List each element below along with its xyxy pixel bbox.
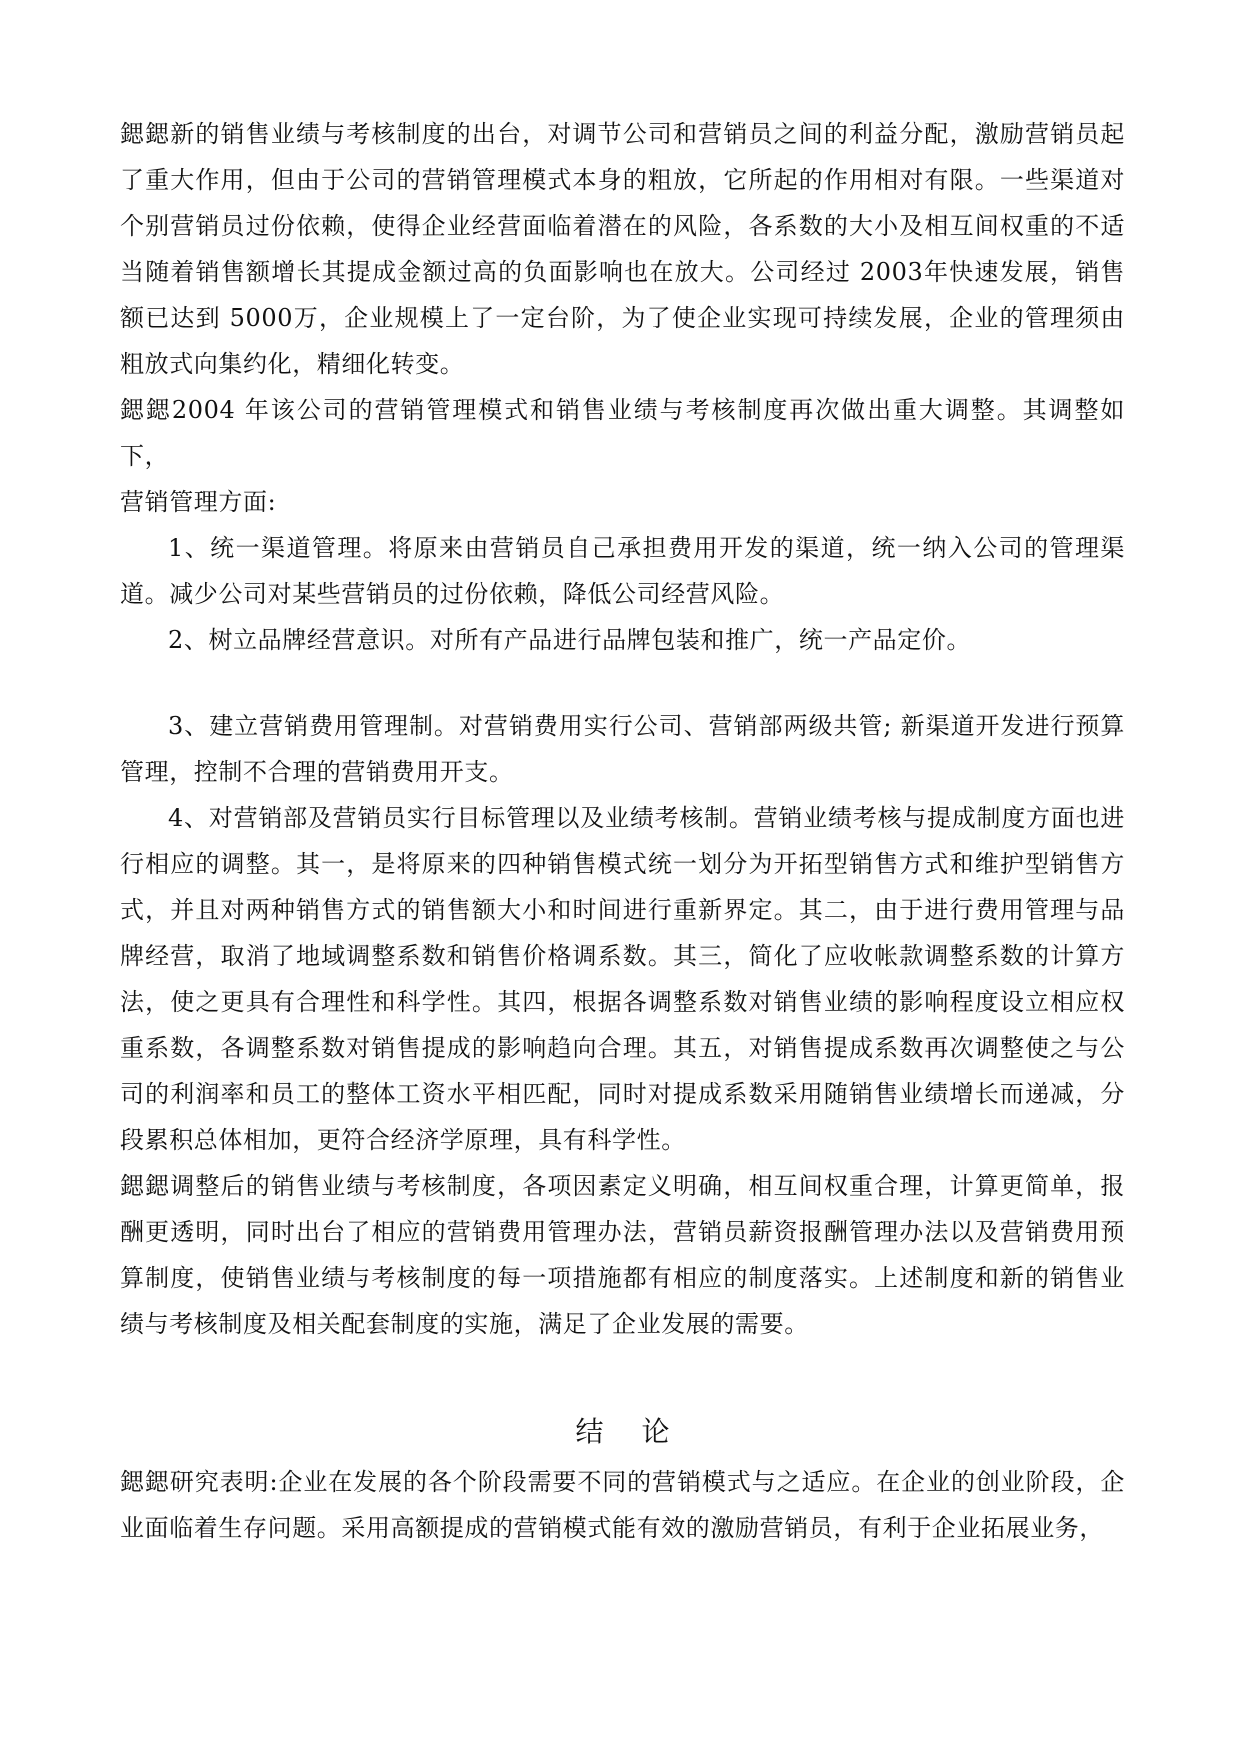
paragraph-research-findings: 鍶鍶研究表明:企业在发展的各个阶段需要不同的营销模式与之适应。在企业的创业阶段，企业面临着生存问题。采用高额提成的营销模式能有效的激励营销员，有利于企业拓展业务， — [120, 1468, 1125, 1542]
blank-gap — [120, 663, 1125, 703]
paragraph-2004-adjustment: 鍶鍶2004 年该公司的营销管理模式和销售业绩与考核制度再次做出重大调整。其调整如下， — [120, 396, 1125, 470]
list-item-channel-management: 1、统一渠道管理。将原来由营销员自己承担费用开发的渠道，统一纳入公司的管理渠道。减少公司对某些营销员的过份依赖，降低公司经营风险。 — [120, 534, 1125, 608]
list-item-brand-awareness: 2、树立品牌经营意识。对所有产品进行品牌包装和推广，统一产品定价。 — [168, 626, 972, 654]
list-item-cost-management: 3、建立营销费用管理制。对营销费用实行公司、营销部两级共管; 新渠道开发进行预算管理，控制不合理的营销费用开支。 — [120, 712, 1125, 786]
paragraph-adjusted-system: 鍶鍶调整后的销售业绩与考核制度，各项因素定义明确，相互间权重合理，计算更简单，报酬更透明，同时出台了相应的营销费用管理办法，营销员薪资报酬管理办法以及营销费用预算制度，使销售业绩与考核制度的每一项措施都有相应的制度落实。上述制度和新的销售业绩与考核制度及相关配套制度的实施，满足了企业发展的需要。 — [120, 1172, 1125, 1338]
list-item-target-management: 4、对营销部及营销员实行目标管理以及业绩考核制。营销业绩考核与提成制度方面也进行相应的调整。其一，是将原来的四种销售模式统一划分为开拓型销售方式和维护型销售方式，并且对两种销售方式的销售额大小和时间进行重新界定。其二，由于进行费用管理与品牌经营，取消了地域调整系数和销售价格调系数。其三，简化了应收帐款调整系数的计算方法，使之更具有合理性和科学性。其四，根据各调整系数对销售业绩的影响程度设立相应权重系数，各调整系数对销售提成的影响趋向合理。其五，对销售提成系数再次调整使之与公司的利润率和员工的整体工资水平相匹配，同时对提成系数采用随销售业绩增长而递减，分段累积总体相加，更符合经济学原理，具有科学性。 — [120, 804, 1125, 1154]
conclusion-heading: 结论 — [575, 1415, 708, 1448]
paragraph-new-system: 鍶鍶新的销售业绩与考核制度的出台，对调节公司和营销员之间的利益分配，激励营销员起了重大作用，但由于公司的营销管理模式本身的粗放，它所起的作用相对有限。一些渠道对个别营销员过份依赖，使得企业经营面临着潜在的风险，各系数的大小及相互间权重的不适当随着销售额增长其提成金额过高的负面影响也在放大。公司经过 2003年快速发展，销售额已达到 5000万，企业规模上了一定台阶，为了使企业实现可持续发展，企业的管理须由粗放式向集约化，精细化转变。 — [120, 120, 1125, 378]
paragraph-marketing-management: 营销管理方面: — [120, 488, 277, 516]
document-body — [120, 111, 1125, 1551]
